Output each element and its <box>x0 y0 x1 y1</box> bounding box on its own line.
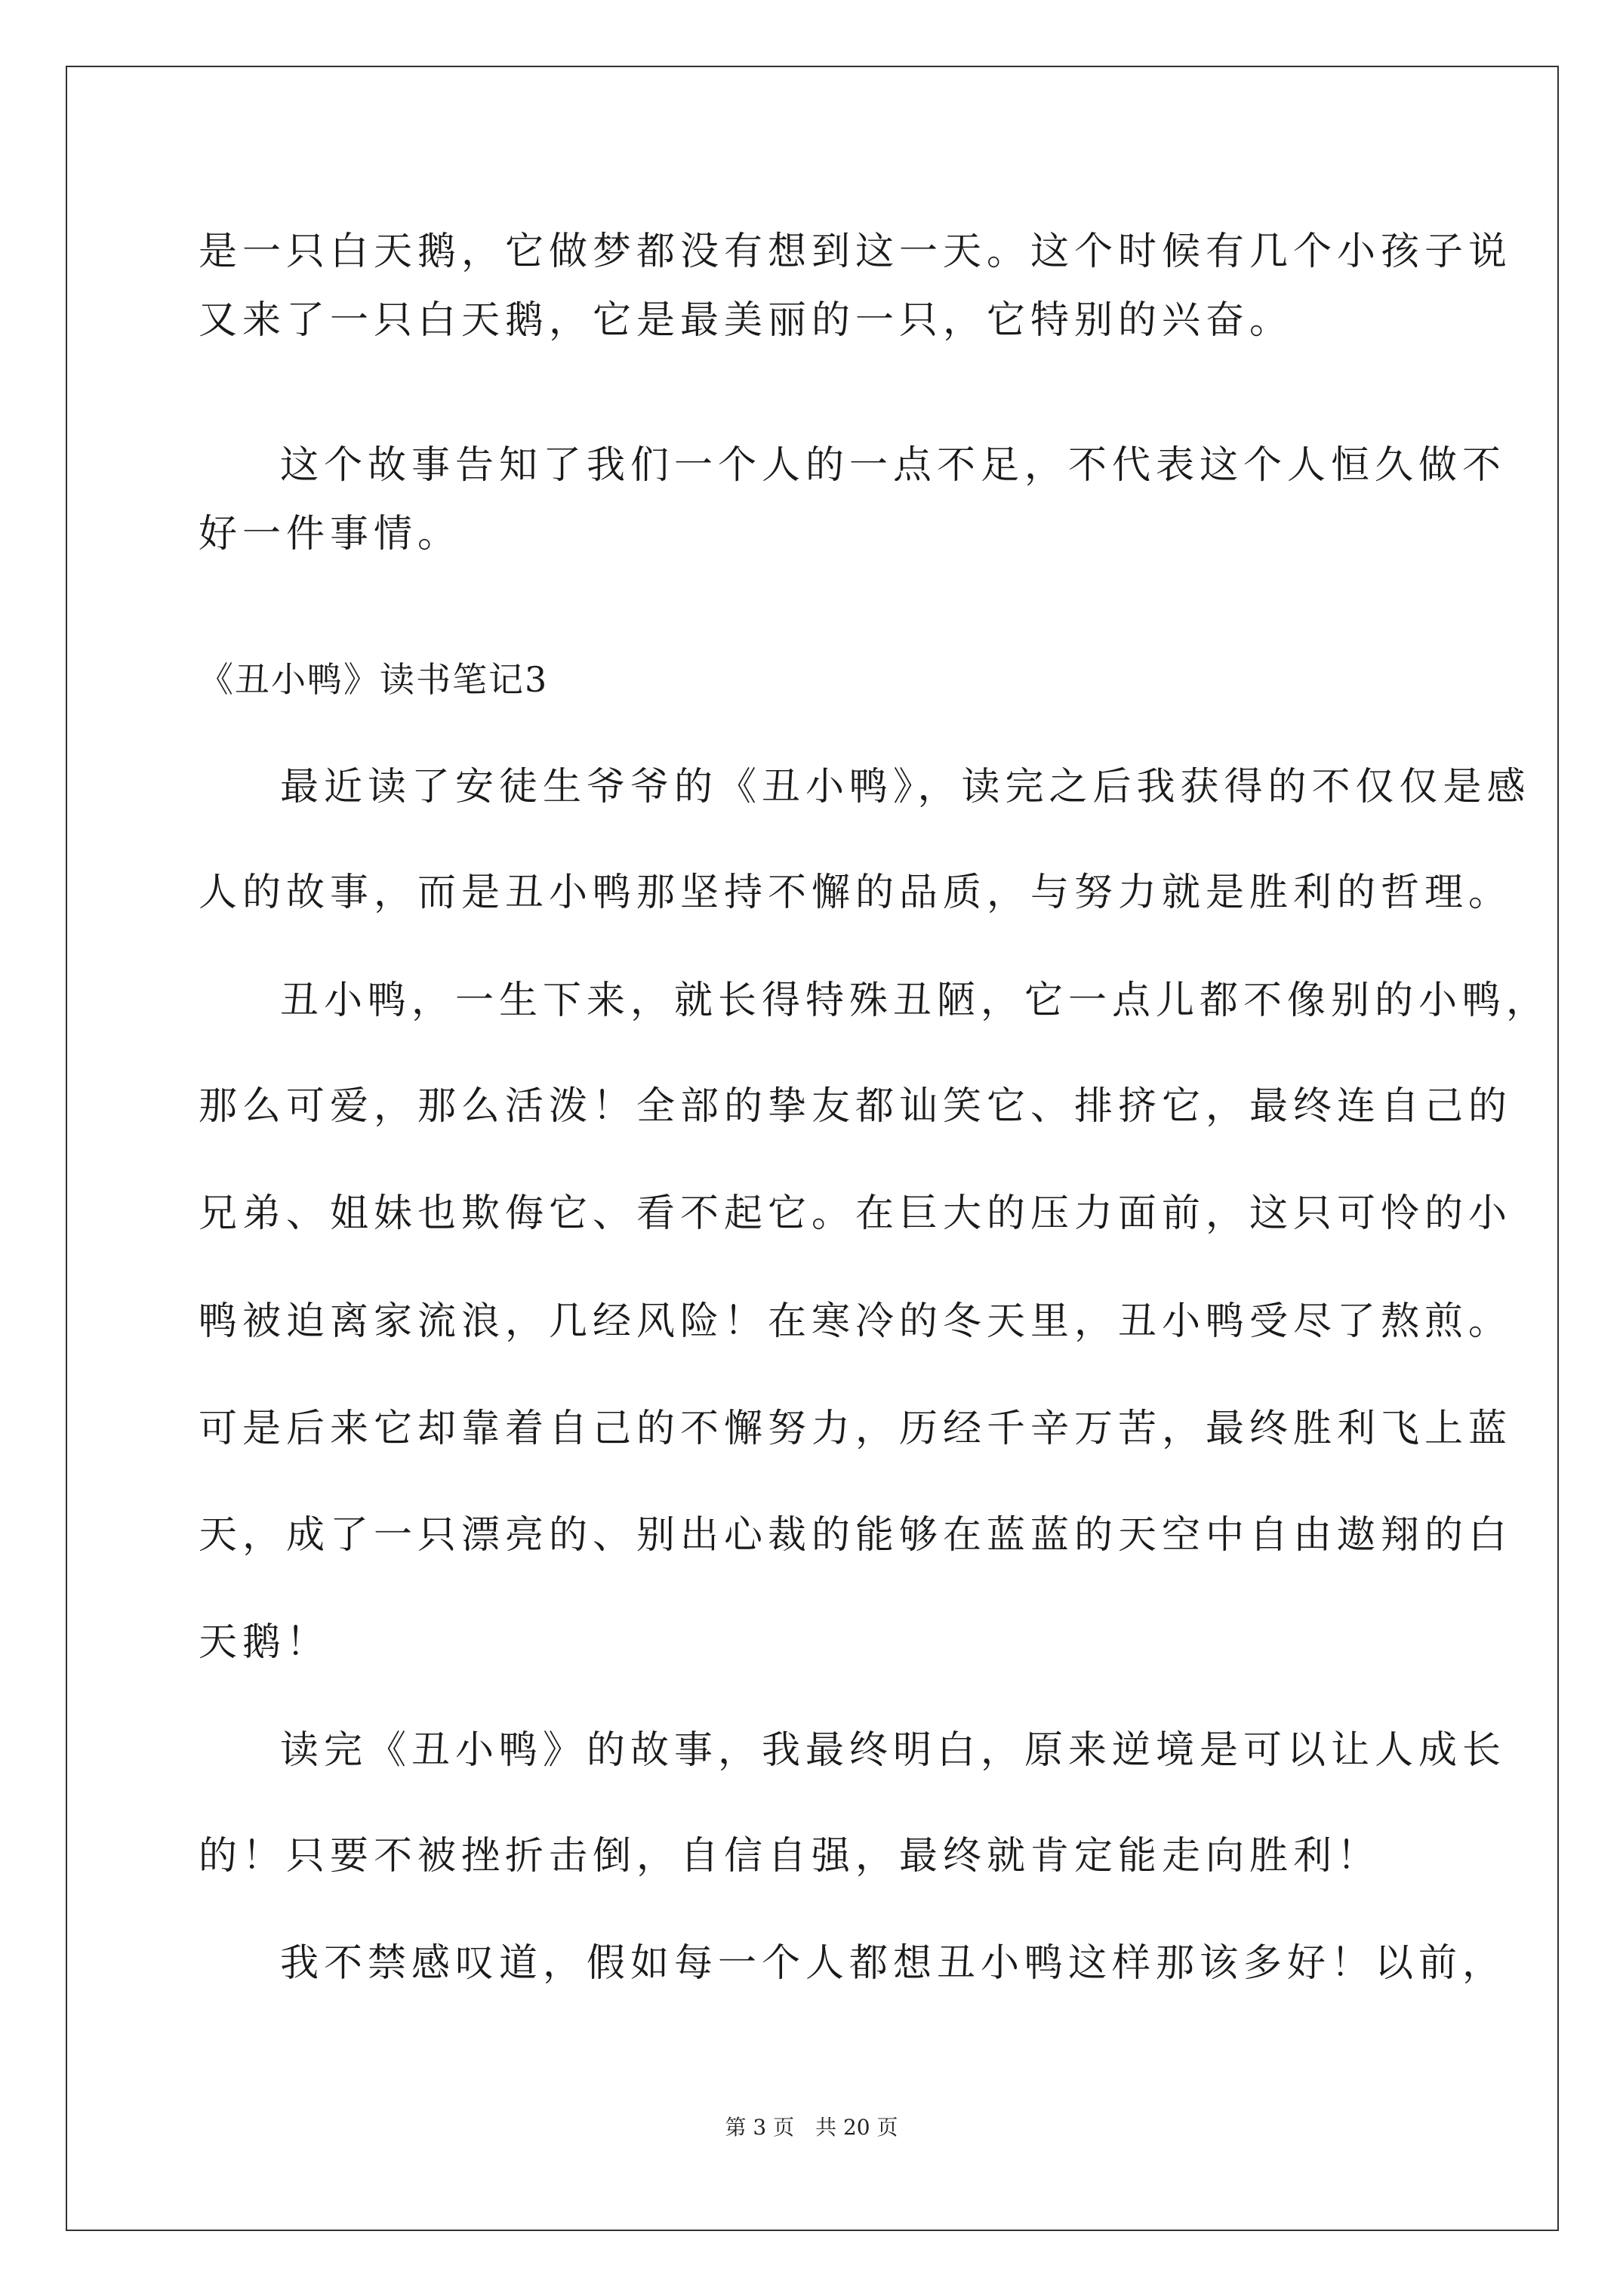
paragraph-line: 的！只要不被挫折击倒，自信自强，最终就肯定能走向胜利！ <box>199 1834 1381 1878</box>
paragraph-line: 天，成了一只漂亮的、别出心裁的能够在蓝蓝的天空中自由遨翔的白 <box>199 1513 1513 1558</box>
paragraph-line: 读完《丑小鸭》的故事，我最终明白，原来逆境是可以让人成长 <box>280 1728 1507 1773</box>
paragraph-line: 好一件事情。 <box>199 512 462 556</box>
paragraph-line: 兄弟、姐妹也欺侮它、看不起它。在巨大的压力面前，这只可怜的小 <box>199 1191 1513 1236</box>
paragraph-line: 又来了一只白天鹅，它是最美丽的一只，它特别的兴奋。 <box>199 298 1294 343</box>
paragraph-line: 最近读了安徒生爷爷的《丑小鸭》，读完之后我获得的不仅仅是感 <box>280 765 1531 809</box>
paragraph-line: 鸭被迫离家流浪，几经风险！在寒冷的冬天里，丑小鸭受尽了熬煎。 <box>199 1299 1513 1344</box>
section-heading: 《丑小鸭》读书笔记3 <box>199 659 549 700</box>
paragraph-line: 人的故事，而是丑小鸭那坚持不懈的品质，与努力就是胜利的哲理。 <box>199 871 1513 915</box>
paragraph-line: 天鹅！ <box>199 1620 331 1665</box>
paragraph-line: 那么可爱，那么活泼！全部的挚友都讪笑它、排挤它，最终连自己的 <box>199 1084 1513 1129</box>
paragraph-line: 这个故事告知了我们一个人的一点不足，不代表这个人恒久做不 <box>280 443 1507 488</box>
paragraph-line: 是一只白天鹅，它做梦都没有想到这一天。这个时候有几个小孩子说 <box>199 230 1513 274</box>
page-number-footer: 第 3 页 共 20 页 <box>725 2115 898 2140</box>
paragraph-line: 我不禁感叹道，假如每一个人都想丑小鸭这样那该多好！以前， <box>280 1941 1507 1986</box>
paragraph-line: 可是后来它却靠着自己的不懈努力，历经千辛万苦，最终胜利飞上蓝 <box>199 1407 1513 1451</box>
page-border <box>66 66 1559 2231</box>
paragraph-line: 丑小鸭，一生下来，就长得特殊丑陋，它一点儿都不像别的小鸭， <box>280 978 1551 1023</box>
